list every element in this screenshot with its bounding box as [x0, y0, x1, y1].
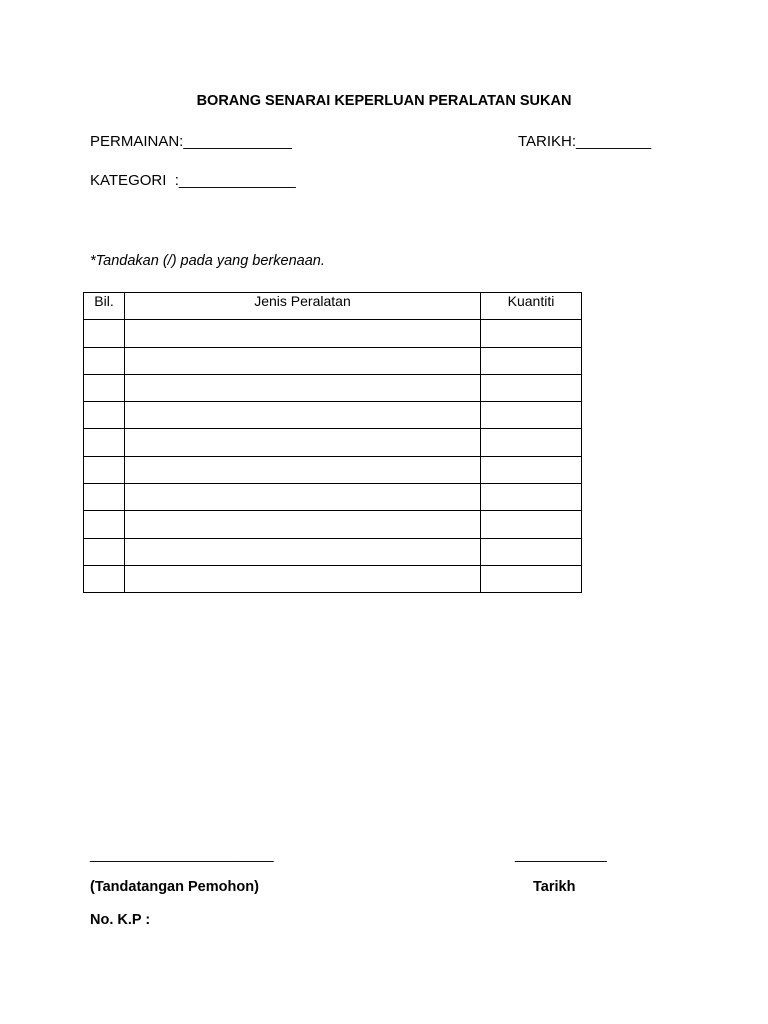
- bil-cell[interactable]: [84, 565, 125, 592]
- kuantiti-cell[interactable]: [481, 538, 582, 565]
- jenis-cell[interactable]: [125, 429, 481, 456]
- kuantiti-cell[interactable]: [481, 429, 582, 456]
- kp-label: No. K.P :: [90, 912, 151, 928]
- kuantiti-cell[interactable]: [481, 374, 582, 401]
- jenis-cell[interactable]: [125, 374, 481, 401]
- table-row: [84, 565, 582, 592]
- form-title: BORANG SENARAI KEPERLUAN PERALATAN SUKAN: [196, 93, 572, 109]
- date-line[interactable]: ___________: [515, 846, 607, 863]
- permainan-field[interactable]: PERMAINAN:_____________: [90, 133, 292, 150]
- jenis-cell[interactable]: [125, 402, 481, 429]
- kuantiti-cell[interactable]: [481, 511, 582, 538]
- table-row: [84, 320, 582, 347]
- jenis-cell[interactable]: [125, 511, 481, 538]
- jenis-cell[interactable]: [125, 320, 481, 347]
- bil-cell[interactable]: [84, 538, 125, 565]
- jenis-cell[interactable]: [125, 456, 481, 483]
- kuantiti-cell[interactable]: [481, 402, 582, 429]
- bil-cell[interactable]: [84, 511, 125, 538]
- bil-cell[interactable]: [84, 456, 125, 483]
- table-header-row: [84, 293, 582, 320]
- tarikh-field[interactable]: TARIKH:_________: [518, 133, 652, 150]
- table-row: [84, 456, 582, 483]
- equipment-table: [83, 292, 582, 593]
- signature-line[interactable]: ______________________: [90, 846, 274, 863]
- table-row: [84, 374, 582, 401]
- kuantiti-cell[interactable]: [481, 565, 582, 592]
- bil-cell[interactable]: [84, 347, 125, 374]
- kuantiti-cell[interactable]: [481, 484, 582, 511]
- date-label: Tarikh: [533, 879, 576, 895]
- table-row: [84, 511, 582, 538]
- header-kuantiti: Kuantiti: [481, 293, 582, 320]
- kategori-field[interactable]: KATEGORI :______________: [90, 172, 296, 189]
- jenis-cell[interactable]: [125, 484, 481, 511]
- instruction-note: *Tandakan (/) pada yang berkenaan.: [90, 253, 325, 269]
- header-bil: Bil.: [84, 293, 125, 320]
- table-row: [84, 347, 582, 374]
- signature-label: (Tandatangan Pemohon): [90, 879, 259, 895]
- bil-cell[interactable]: [84, 429, 125, 456]
- kuantiti-cell[interactable]: [481, 456, 582, 483]
- header-jenis-peralatan: Jenis Peralatan: [125, 293, 481, 320]
- table-row: [84, 538, 582, 565]
- bil-cell[interactable]: [84, 320, 125, 347]
- jenis-cell[interactable]: [125, 347, 481, 374]
- table-row: [84, 402, 582, 429]
- bil-cell[interactable]: [84, 374, 125, 401]
- table-row: [84, 484, 582, 511]
- kuantiti-cell[interactable]: [481, 320, 582, 347]
- bil-cell[interactable]: [84, 484, 125, 511]
- table-row: [84, 429, 582, 456]
- bil-cell[interactable]: [84, 402, 125, 429]
- jenis-cell[interactable]: [125, 565, 481, 592]
- jenis-cell[interactable]: [125, 538, 481, 565]
- kuantiti-cell[interactable]: [481, 347, 582, 374]
